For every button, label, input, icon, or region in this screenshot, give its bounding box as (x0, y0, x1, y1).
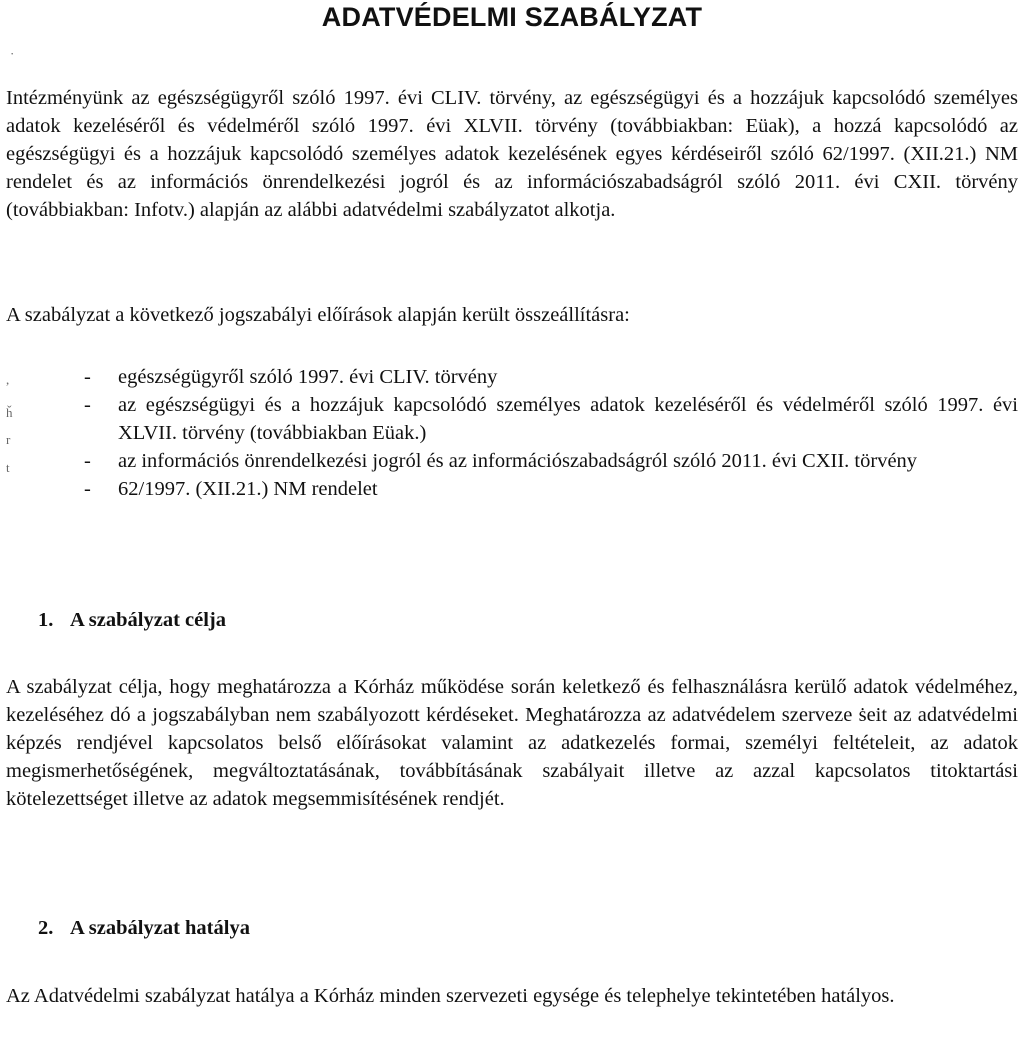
scan-speck: ȟ (6, 405, 13, 420)
legal-basis-intro: A szabályzat a következő jogszabályi előírások alapján került összeállításra: (6, 304, 630, 326)
section-purpose-text: A szabályzat célja, hogy meghatározza a Kórház működése során keletkező és felhasználásra kerülő adatok védelméhez, kezeléséhez dó a jogszabályban nem szabályozott kérdéseket. Meghatározza az adatvédelem szerveze ṡeit az adatvédelmi képzés rendjével kapcsolatos belső előírásokat valamint az adatkezelés formai, személyi feltételeit, az adatok megismerhetőségének, megváltoztatásának, továbbításának szabályait illetve az azzal kapcsolatos titoktartási kötelezettséget illetve az adatok megsemmisítésének rendjét. (6, 676, 1018, 810)
section-scope-text: Az Adatvédelmi szabályzat hatálya a Kórház minden szervezeti egysége és telephelye tekintetében hatályos. (6, 985, 895, 1007)
legal-basis-item: - egészségügyről szóló 1997. évi CLIV. törvény (0, 363, 1018, 391)
document-title: ADATVÉDELMI SZABÁLYZAT (321, 2, 703, 32)
section-heading-scope (38, 914, 250, 942)
section-title: A szabályzat célja (70, 609, 226, 631)
legal-basis-item: - az egészségügyi és a hozzájuk kapcsolódó személyes adatok kezeléséről és védelméről szóló 1997. évi XLVII. törvény (továbbiakban Eüak.) (0, 391, 1018, 447)
scan-speck: , (6, 372, 10, 387)
legal-basis-item: - az információs önrendelkezési jogról és az információszabadságról szóló 2011. évi CXII. törvény (0, 447, 1018, 475)
legal-basis-item: - 62/1997. (XII.21.) NM rendelet (0, 475, 1018, 503)
section-number: 2. (38, 917, 54, 939)
scan-speck: t (6, 460, 10, 475)
legal-basis-list (0, 363, 1024, 503)
intro-paragraph: Intézményünk az egészségügyről szóló 1997. évi CLIV. törvény, az egészségügyi és a hozzájuk kapcsolódó személyes adatok kezeléséről és védelméről szóló 1997. évi XLVII. törvény (továbbiakban: Eüak), a hozzá kapcsolódó az egészségügyi és a hozzájuk kapcsolódó személyes adatok kezelésének egyes kérdéseiről szóló 62/1997. (XII.21.) NM rendelet és az információs önrendelkezési jogról és az információszabadságról szóló 2011. évi CXII. törvény (továbbiakban: Infotv.) alapján az alábbi adatvédelmi szabályzatot alkotja. (6, 87, 1018, 221)
section-heading-purpose (38, 606, 226, 634)
scan-speck: · (10, 46, 15, 61)
section-title: A szabályzat hatálya (70, 917, 250, 939)
section-number: 1. (38, 609, 54, 631)
scan-speck: r (6, 432, 11, 447)
